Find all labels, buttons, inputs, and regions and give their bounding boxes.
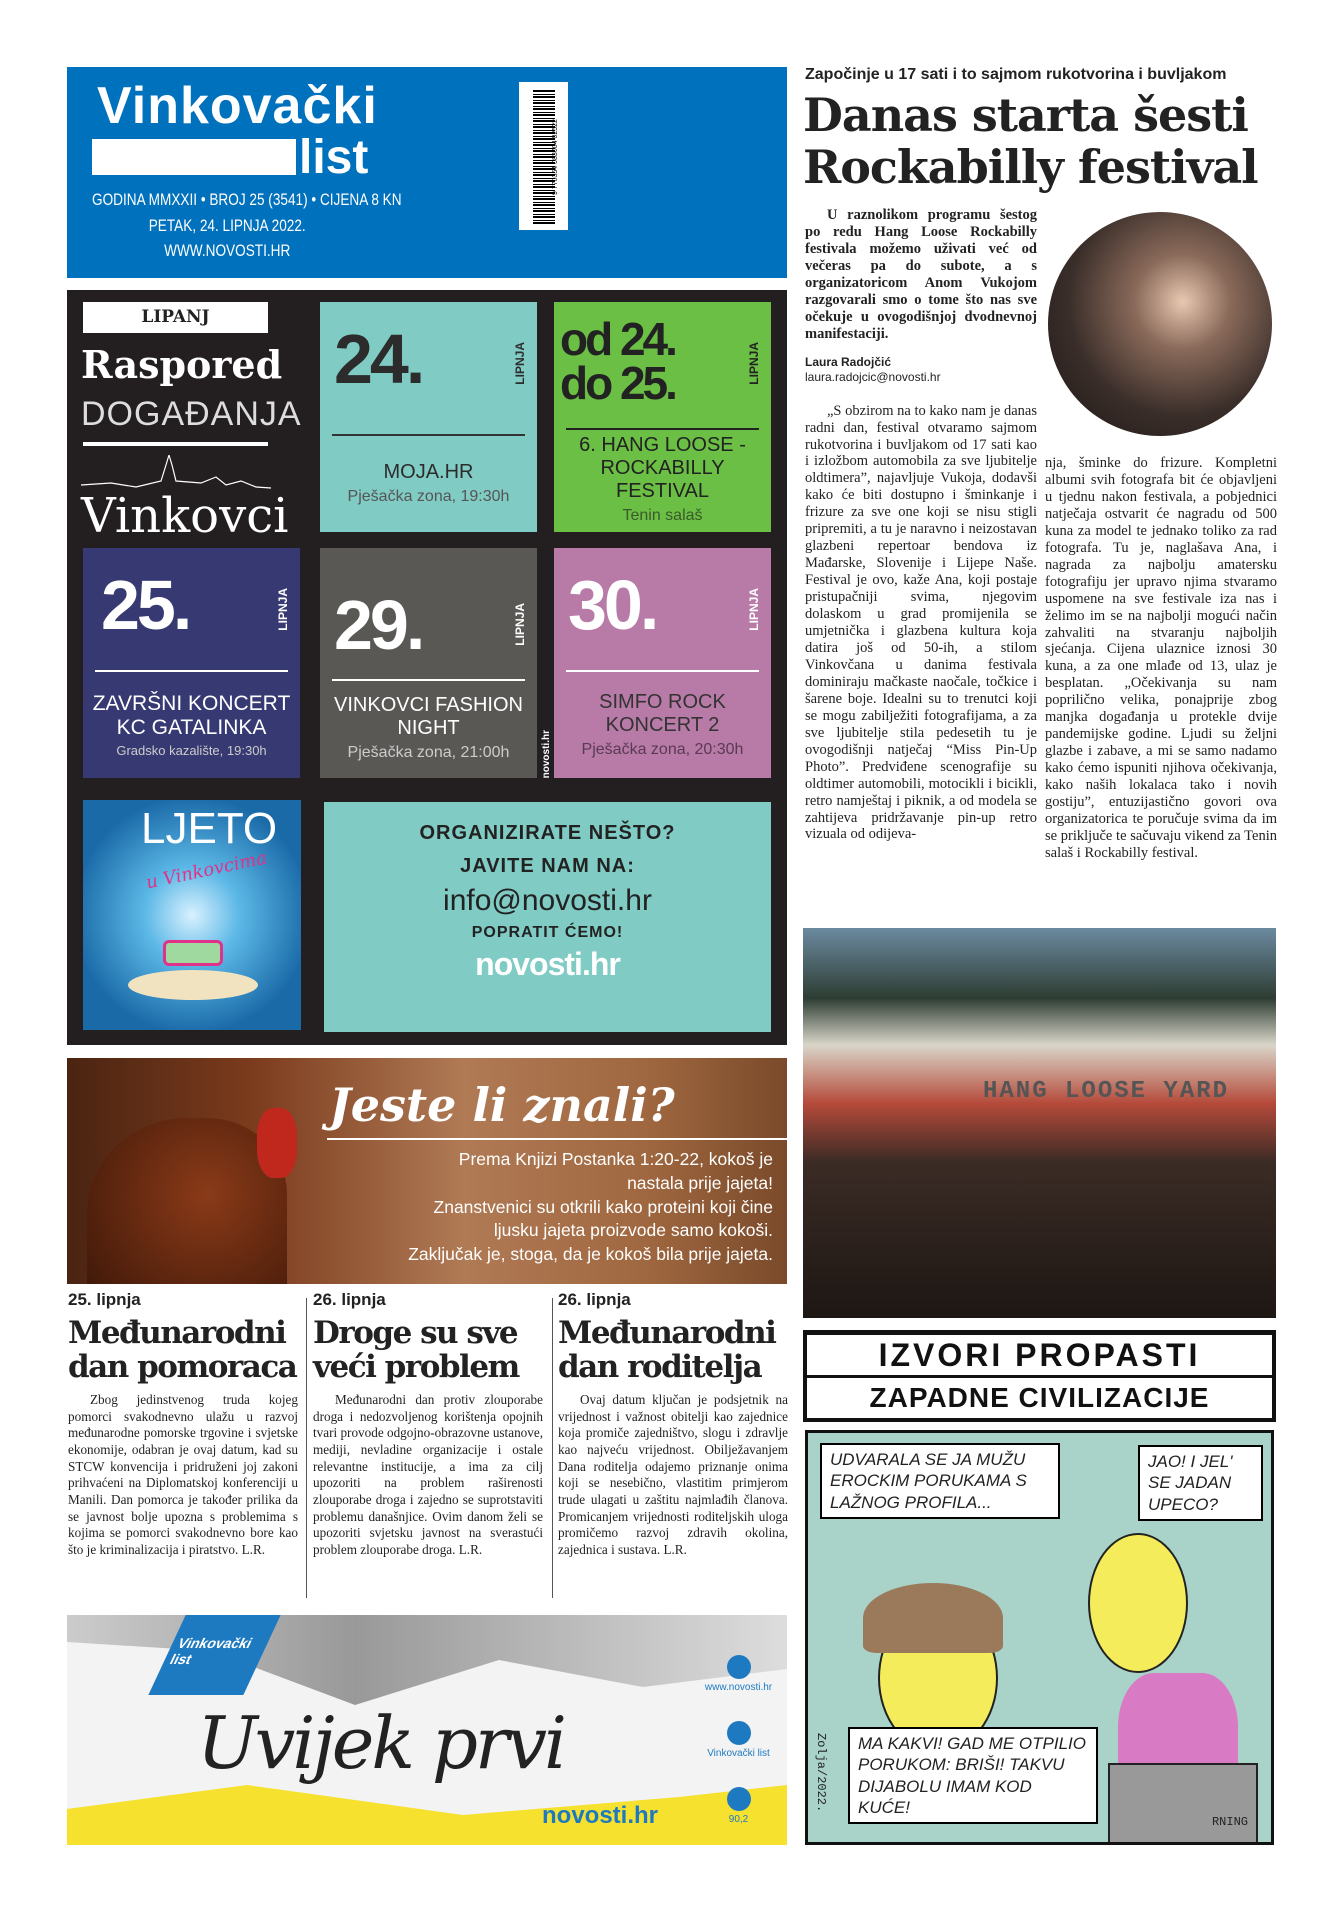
lead-kicker: Započinje u 17 sati i to sajmom rukotvorina i buvljakom [805, 66, 1227, 83]
novosti-logo: novosti.hr [542, 1802, 659, 1829]
comic-signature: Zolja/2022. [814, 1733, 828, 1813]
article-date: 26. lipnja [558, 1290, 631, 1309]
article-title[interactable]: Međunarodni dan pomoraca [68, 1315, 297, 1386]
trivia-title: Jeste li znali? [329, 1078, 675, 1132]
sunglasses-icon [163, 940, 223, 966]
speech-bubble: UDVARALA SE JA MUŽU EROCKIM PORUKAMA S LAŽNOG PROFILA... [820, 1443, 1060, 1519]
promo-slogan: Uvijek prvi [197, 1701, 565, 1785]
website[interactable]: WWW.NOVOSTI.HR [164, 241, 291, 260]
lead-headline[interactable]: Danas starta šesti Rockabilly festival [803, 88, 1258, 194]
poster-title: LJETO [141, 804, 278, 853]
channels [696, 1655, 781, 1825]
radio-icon [727, 1787, 751, 1811]
promo-banner[interactable] [67, 1615, 787, 1845]
event-location: Tenin salaš [622, 507, 703, 525]
article-body: Međunarodni dan protiv zlouporabe droga i nedozvoljenog korištenja opojnih tvari provode odgojno-obrazovne ustanove, mediji, nevladine organizacije i ostale relevantne institucije, a ima za cilj upozoriti na problem raširenosti zlouporabe droga i zajedno se suprotstaviti problemu današnjice. Ovim danom želi se upozoriti svjetsku javnost na sverastući problem zlouporabe droga. L.R. [313, 1392, 543, 1557]
channel-radio: 90,2 [728, 1814, 749, 1825]
author-email[interactable]: laura.radojcic@novosti.hr [805, 369, 941, 384]
article-date: 25. lipnja [68, 1290, 141, 1309]
organize-box [324, 802, 771, 1032]
newspaper-icon [727, 1721, 751, 1745]
divider [306, 1298, 307, 1598]
event-title: VINKOVCI FASHION NIGHT [334, 694, 523, 740]
author-name: Laura Radojčić [805, 354, 892, 369]
credit: novosti.hr [541, 730, 552, 779]
organize-line: ORGANIZIRATE NEŠTO? [419, 822, 676, 844]
logo-subtitle: list [299, 131, 369, 184]
summer-poster[interactable] [83, 800, 301, 1030]
paper-label: Vinkovački list [148, 1615, 280, 1695]
event-month: LIPNJA [747, 342, 761, 385]
barcode-number: 9 770354 083004 02522 [552, 119, 559, 195]
event-location: Gradsko kazalište, 19:30h [116, 743, 267, 759]
barcode [519, 82, 568, 230]
speech-bubble: MA KAKVI! GAD ME OTPILIO PORUKOM: BRIŠI! TAKVU DIJABOLU IMAM KOD KUĆE! [848, 1727, 1098, 1824]
article-date: 26. lipnja [313, 1290, 386, 1309]
divider [95, 670, 288, 672]
lead-intro: U raznolikom programu šestog po redu Hang Loose Rockabilly festivala možemo uživati već od večeras pa do subote, a s organizatoricom Anom Vukojom razgovarali smo o tome što nas sve očekuje u ovogodišnjoj dvodnevnoj manifestaciji. [805, 207, 1037, 342]
article-body: Ovaj datum ključan je podsjetnik na vrijednost i važnost obitelji kao zajednice koja promiče zajedništvo, slogu i zdravlje kao najveću vrijednost. Obilježavanjem Dana roditelja odajemo priznanje onima koji se nesebično, vlastitim primjerom trude ulagati u zaštitu najmlađih članova. Promicanjem vrijednosti roditeljskih uloga promičemo razvoj zdravih okolina, zajednica i sustava. L.R. [558, 1392, 788, 1557]
hair [863, 1583, 1003, 1653]
logo-title: Vinkovački [97, 77, 378, 135]
article [558, 1290, 788, 1558]
city-name: Vinkovci [81, 488, 289, 544]
masthead-info [92, 187, 402, 264]
event-card[interactable] [320, 302, 537, 532]
event-day: 29. [334, 586, 423, 664]
article-title[interactable]: Droge su sve veći problem [313, 1315, 519, 1386]
comic-title-line: IZVORI PROPASTI [807, 1335, 1272, 1375]
poster-subtitle: u Vinkovcima [144, 847, 269, 894]
comic-panel [805, 1430, 1274, 1845]
event-day: 30. [568, 566, 657, 644]
article-body: Zbog jedinstvenog truda kojeg pomorci svakodnevno ulažu u razvoj međunarodne pomorske trgovine i svjetske ekonomije, odabran je ovaj datum, kad su STCW konvencija i pridruženi joj zakoni prihvaćeni na Diplomatskoj konferenciji u Manili. Dan pomorca je također prilika da se javnost bolje upozna s problemima s kojima se pomorci svakodnevno bore kao što je kriminalizacija i piratstvo. L.R. [68, 1392, 298, 1557]
comb [257, 1108, 297, 1178]
trivia-banner [67, 1058, 787, 1284]
festival-photo[interactable] [803, 928, 1276, 1318]
event-card[interactable] [554, 302, 771, 532]
month-label: LIPANJ [83, 302, 268, 333]
monitor-icon [727, 1655, 751, 1679]
event-location: Pješačka zona, 20:30h [581, 740, 744, 758]
schedule-subtitle: DOGAĐANJA [81, 395, 302, 433]
event-title: 6. HANG LOOSE - ROCKABILLY FESTIVAL [579, 434, 746, 503]
schedule-title: Raspored [81, 342, 283, 387]
comic-strip [803, 1330, 1276, 1845]
photo-sign: HANG LOOSE YARD [983, 1078, 1230, 1105]
channel-paper: Vinkovački list [707, 1748, 770, 1759]
event-month: LIPNJA [513, 603, 527, 646]
article [68, 1290, 298, 1558]
event-day: od 24. do 25. [560, 313, 675, 409]
issue-date: PETAK, 24. LIPNJA 2022. [148, 215, 306, 235]
event-month: LIPNJA [276, 588, 290, 631]
event-card[interactable] [554, 548, 771, 778]
organize-line: POPRATIT ĆEMO! [471, 924, 624, 941]
divider [566, 428, 759, 430]
logo-bar [92, 139, 296, 175]
article [313, 1290, 543, 1558]
lead-left-column [805, 207, 1037, 843]
island-icon [128, 970, 258, 1000]
comic-title-line: ZAPADNE CIVILIZACIJE [807, 1378, 1272, 1418]
divider [566, 670, 759, 672]
event-title: MOJA.HR [383, 461, 474, 484]
event-title: SIMFO ROCK KONCERT 2 [599, 690, 726, 736]
laptop: RNING [1108, 1763, 1258, 1845]
divider [332, 679, 525, 681]
event-day: 24. [334, 320, 423, 398]
lead-column-2: nja, šminke do frizure. Kompletni albumi svih fotografa bit će objavljeni u tjednu nakon festivala, a pobjednici natječaja ostvarit će nagradu od 500 kuna za model te jednako toliko za rad fotografa. Tu je, naglašava Ana, i nagrada za najbolju amatersku fotografiju jer upravo njima stvaramo uspomene na sve festivale iza nas i želimo im se na najbolji mogući način zahvaliti na stvaranju najboljih sjećanja. Cijena ulaznice iznosi 30 kuna, a za one mlađe od 13, ulaz je besplatan. „Očekivanja su nam poprilično velika, ponajprije zbog manjka događanja u protekle dvije pandemijske godine. Ljudi su željni glazbe i zabave, a mi se samo nadamo kako ćemo ispuniti njihova očekivanja, kako naših lokalaca tako i novih gostiju”, entuzijastično govori ova organizatorica te poručuje svima da im se priključe te sačuvaju vikend za Tenin salaš i Rockabilly festival. [1045, 455, 1277, 861]
event-month: LIPNJA [747, 588, 761, 631]
yellow-wave [67, 1785, 787, 1845]
masthead [67, 67, 787, 278]
events-schedule [67, 290, 787, 1045]
event-title: ZAVRŠNI KONCERT KC GATALINKA [92, 692, 291, 740]
issue-line: GODINA MMXXII • BROJ 25 (3541) • CIJENA 8 KN [92, 190, 402, 209]
performer-photo[interactable] [1048, 212, 1272, 436]
trivia-text: Prema Knjizi Postanka 1:20-22, kokoš je nastala prije jajeta! Znanstvenici su otkrili kako proteini koji čine ljusku jajeta proizvode samo kokoši. Zaključak je, stoga, da je kokoš bila prije jajeta. [408, 1149, 773, 1265]
divider [332, 434, 525, 436]
article-title[interactable]: Međunarodni dan roditelja [558, 1315, 776, 1386]
event-location: Pješačka zona, 19:30h [347, 488, 510, 506]
organize-line: JAVITE NAM NA: [460, 855, 635, 877]
divider [327, 1138, 787, 1140]
event-location: Pješačka zona, 21:00h [347, 744, 510, 762]
channel-web: www.novosti.hr [704, 1682, 773, 1693]
event-month: LIPNJA [513, 342, 527, 385]
event-day: 25. [101, 566, 190, 644]
contact-email[interactable]: info@novosti.hr [443, 884, 652, 917]
divider [552, 1298, 553, 1598]
woman-right [1088, 1533, 1188, 1673]
novosti-logo[interactable]: novosti.hr [475, 946, 620, 982]
lead-column-1: „S obzirom na to kako nam je danas radni dan, festival otvaramo sajmom rukotvorina i buvljakom od 17 sati kao i izložbom automobila za sve ljubitelje oldtimera”, najavljuje Vukoja, dodavši kako će biti dostupno i šminkanje i frizure za sve one koji se nisu stigli pripremiti, a tu je naravno i neizostavan glazbeni repertoar bendova iz Mađarske, Slovenije i Lijepe Naše. Festival je ovo, kaže Ana, koji postaje pristupačniji svima, njegovim dolaskom u grad promijenila se umjetnička i glazbena kultura koja datira još od 50-ih, a stilom Vinkovčana u danima festivala dominiraju mačkaste naočale, točkice i šarene boje. Idealni su to trenutci koji se mogu zabilježiti fotografijama, a za sve ljubitelje stila pedesetih tu je ovogodišnji natječaj “Miss Pin-Up Photo”. Predviđene scenografije su oldtimer automobili, motocikli i bicikli, retro namještaj i piknik, a od modela se zahtijeva pridržavanje pin-up retro vizuala od odijeva- [805, 402, 1037, 843]
event-card[interactable] [83, 548, 300, 778]
event-card[interactable] [320, 548, 537, 778]
comic-title [803, 1330, 1276, 1422]
speech-bubble: JAO! I JEL' SE JADAN UPECO? [1138, 1445, 1263, 1521]
divider [83, 442, 268, 446]
